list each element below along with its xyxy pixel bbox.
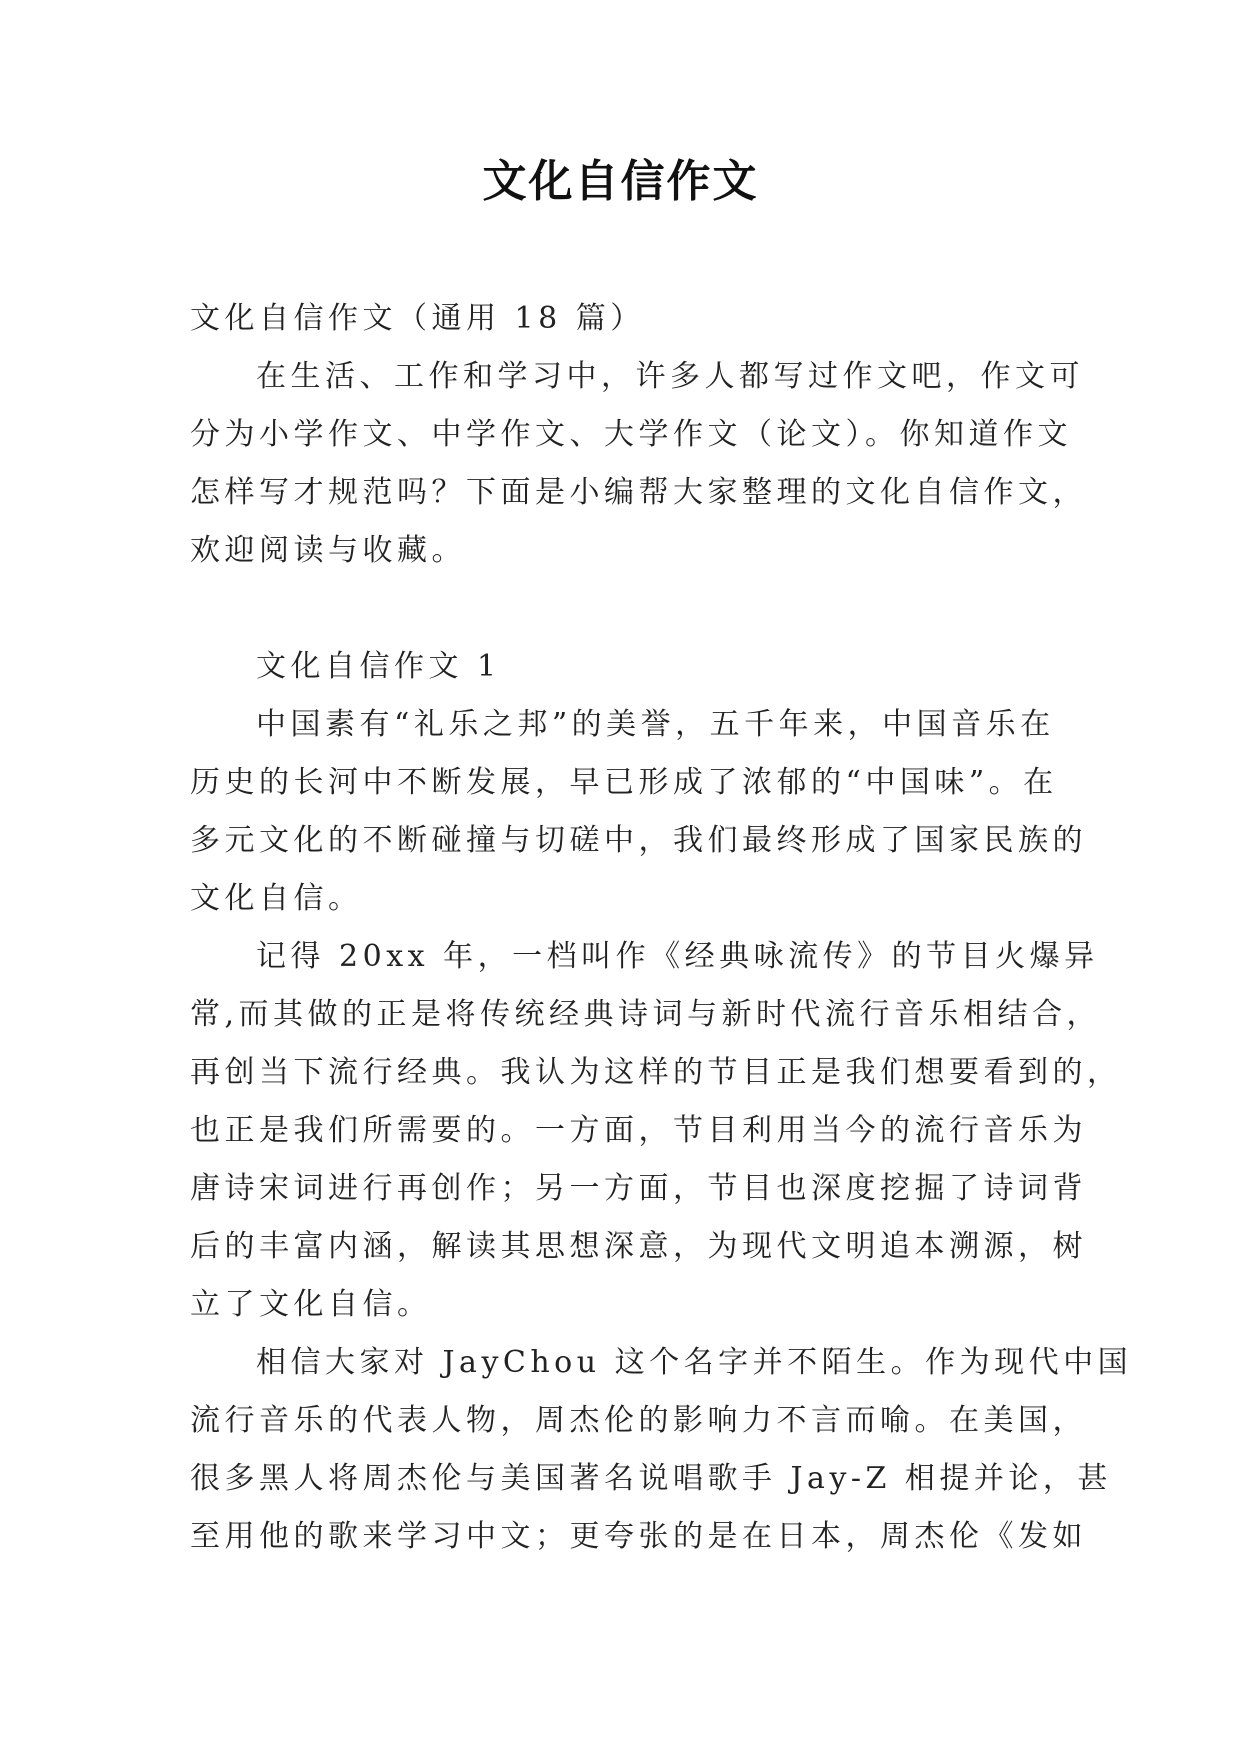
paragraph-line: 欢迎阅读与收藏。 [190,533,466,568]
paragraph-line: 唐诗宋词进行再创作；另一方面，节目也深度挖掘了诗词背 [190,1171,1087,1206]
document-body [190,290,1133,1566]
paragraph-line: 常,而其做的正是将传统经典诗词与新时代流行音乐相结合， [190,997,1102,1032]
paragraph-line: 后的丰富内涵，解读其思想深意，为现代文明追本溯源，树 [190,1229,1087,1264]
paragraph-line: 怎样写才规范吗？下面是小编帮大家整理的文化自信作文， [190,475,1087,510]
section-spacer [190,580,1050,638]
subtitle-line: 文化自信作文（通用 18 篇） [190,301,645,336]
paragraph-line: 再创当下流行经典。我认为这样的节目正是我们想要看到的， [190,1055,1122,1090]
paragraph-line: 中国素有“礼乐之邦”的美誉，五千年来，中国音乐在 [256,707,1055,742]
paragraph-line: 也正是我们所需要的。一方面，节目利用当今的流行音乐为 [190,1113,1087,1148]
paragraph-line: 历史的长河中不断发展，早已形成了浓郁的“中国味”。在 [190,765,1058,800]
section-heading: 文化自信作文 1 [256,649,501,684]
paragraph-line: 流行音乐的代表人物，周杰伦的影响力不言而喻。在美国， [190,1403,1087,1438]
paragraph-line: 多元文化的不断碰撞与切磋中，我们最终形成了国家民族的 [190,823,1087,858]
paragraph-line: 相信大家对 JayChou 这个名字并不陌生。作为现代中国 [256,1345,1133,1380]
paragraph-line: 分为小学作文、中学作文、大学作文（论文）。你知道作文 [190,417,1072,452]
paragraph-line: 在生活、工作和学习中，许多人都写过作文吧，作文可 [256,359,1084,394]
paragraph-line: 文化自信。 [190,881,363,916]
paragraph-line: 至用他的歌来学习中文；更夸张的是在日本，周杰伦《发如 [190,1519,1087,1554]
document-title: 文化自信作文 [482,156,759,207]
paragraph-line: 立了文化自信。 [190,1287,432,1322]
paragraph-line: 记得 20xx 年，一档叫作《经典咏流传》的节目火爆异 [256,939,1099,974]
paragraph-line: 很多黑人将周杰伦与美国著名说唱歌手 Jay-Z 相提并论，甚 [190,1461,1112,1496]
